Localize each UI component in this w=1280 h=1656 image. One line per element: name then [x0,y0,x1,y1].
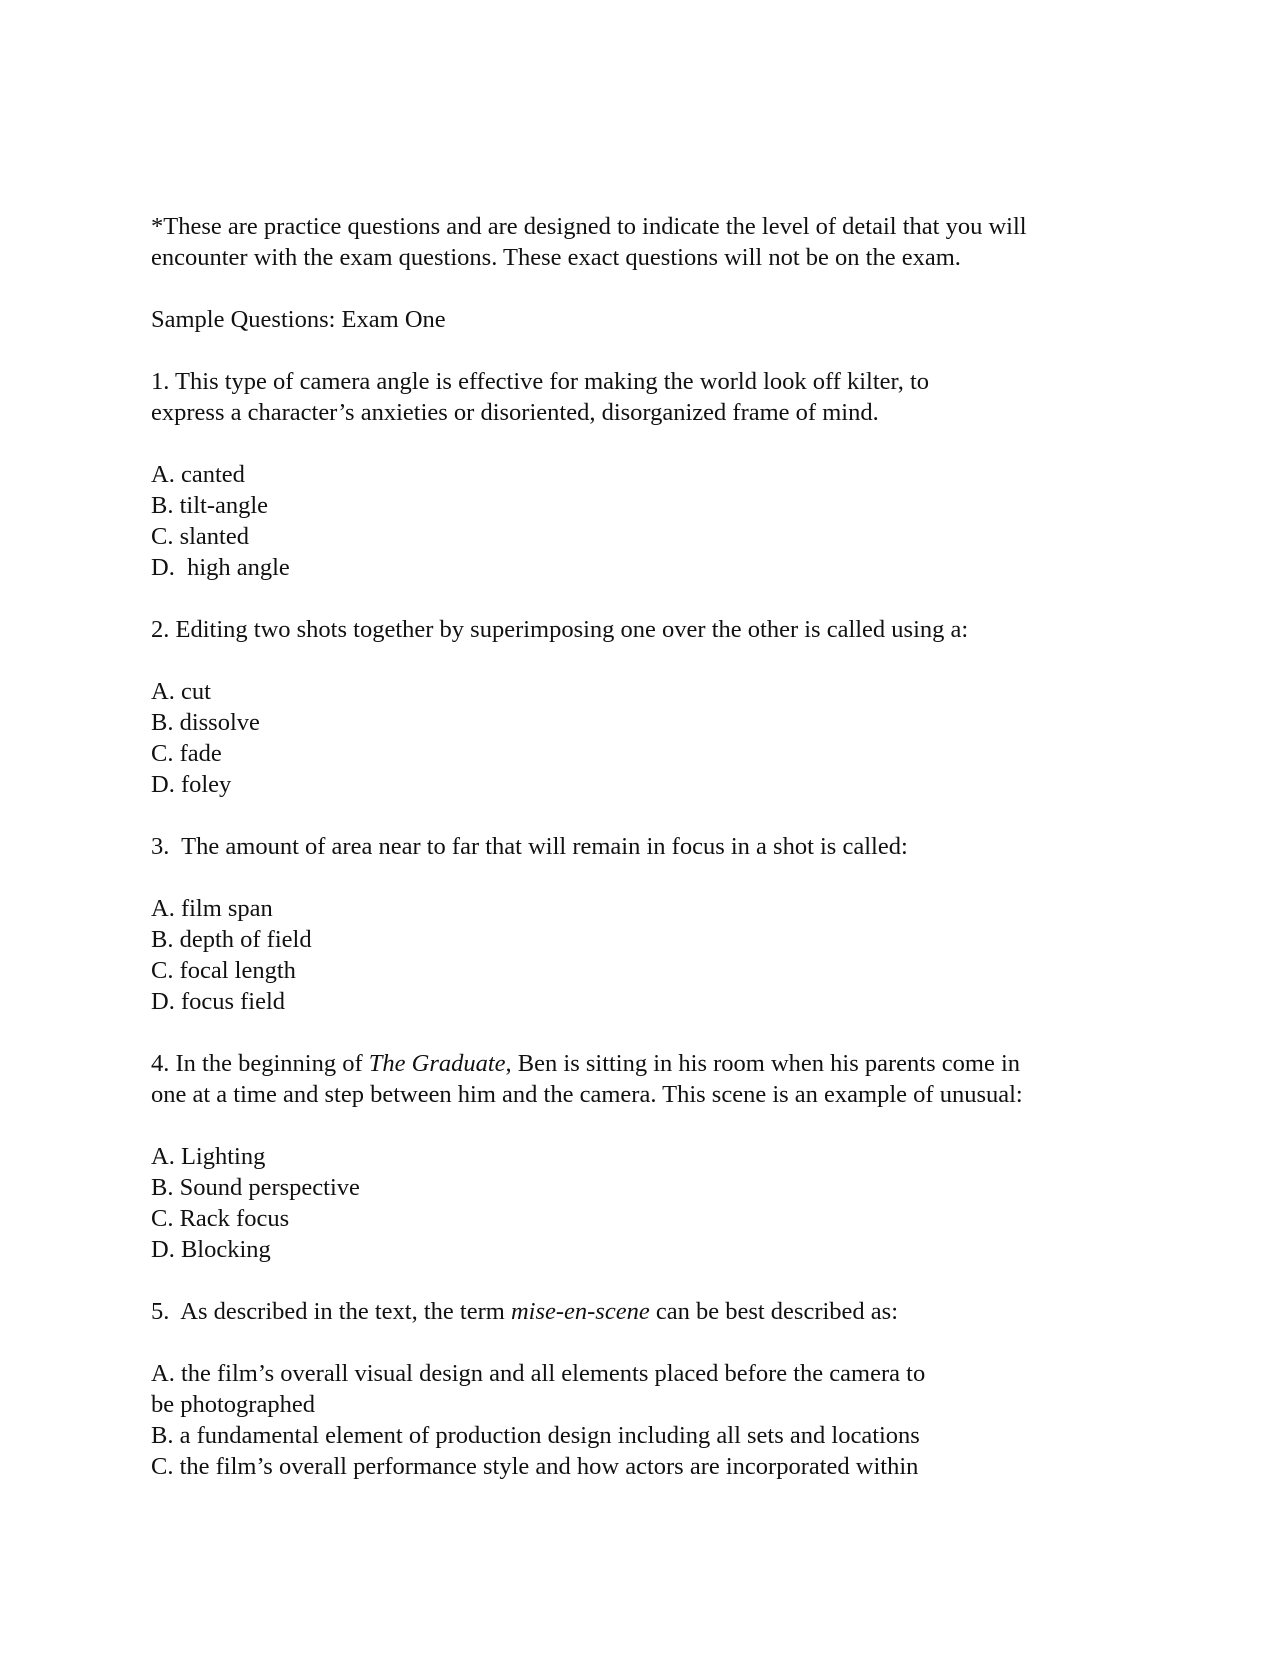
question-5-text-end: can be best described as: [649,1298,899,1325]
question-2-option-d: D. foley [151,771,232,798]
question-4-option-c: C. Rack focus [151,1205,290,1232]
question-5-term: mise-en-scene [510,1298,650,1325]
question-4-option-b: B. Sound perspective [151,1174,360,1201]
question-2-option-c: C. fade [151,740,222,767]
question-3-text: 3. The amount of area near to far that will remain in focus in a shot is called: [151,833,908,860]
question-5-option-c: C. the film’s overall performance style and how actors are incorporated within [151,1453,919,1480]
question-2-option-a: A. cut [151,678,211,705]
question-4-text-end: , Ben is sitting in his room when his parents come in one at a time and step between him and the camera. This scene is an example of unusual: [151,1050,1023,1108]
question-5-option-b: B. a fundamental element of production design including all sets and locations [151,1422,920,1449]
document-body [151,211,1081,1513]
question-3-options [151,893,1081,1017]
question-4-film-title: The Graduate [368,1050,506,1077]
question-5-text [151,1296,1081,1327]
question-2-text: 2. Editing two shots together by superimposing one over the other is called using a: [151,616,969,643]
question-4-text [151,1048,1041,1110]
intro-note: *These are practice questions and are designed to indicate the level of detail that you will encounter with the exam questions. These exact questions will not be on the exam. [151,213,1027,271]
question-2-options [151,676,1081,800]
question-1-option-c: C. slanted [151,523,249,550]
document-heading: Sample Questions: Exam One [151,306,446,333]
question-4-option-d: D. Blocking [151,1236,271,1263]
question-5-option-a: A. the film’s overall visual design and all elements placed before the camera to be photographed [151,1360,926,1418]
question-4-option-a: A. Lighting [151,1143,266,1170]
question-3-option-b: B. depth of field [151,926,312,953]
question-4-options [151,1141,1081,1265]
question-1-text: 1. This type of camera angle is effective for making the world look off kilter, to express a character’s anxieties or disoriented, disorganized frame of mind. [151,368,930,426]
question-2-option-b: B. dissolve [151,709,260,736]
question-1-option-d: D. high angle [151,554,290,581]
question-1-options [151,459,1081,583]
question-1-option-a: A. canted [151,461,245,488]
question-1-option-b: B. tilt-angle [151,492,269,519]
question-3-option-c: C. focal length [151,957,296,984]
question-3-option-d: D. focus field [151,988,286,1015]
question-5-text-start: 5. As described in the text, the term [151,1298,511,1325]
question-5-options [151,1358,941,1482]
question-4-text-start: 4. In the beginning of [151,1050,369,1077]
question-3-option-a: A. film span [151,895,273,922]
